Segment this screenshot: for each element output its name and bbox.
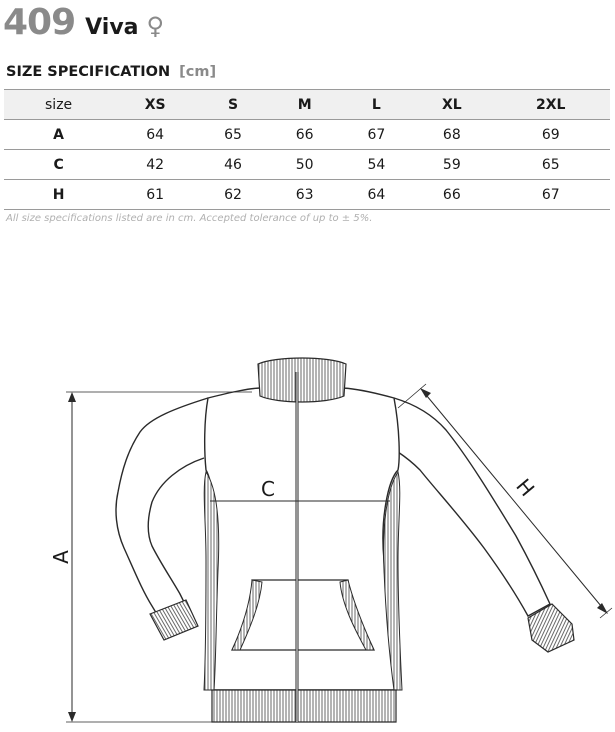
table-row: [4, 120, 610, 150]
table-cell: 68: [442, 126, 461, 143]
table-cell: 63: [295, 186, 314, 203]
row-label: C: [53, 156, 64, 173]
jacket-diagram: [0, 340, 615, 732]
table-cell: 69: [541, 126, 560, 143]
table-cell: 67: [541, 186, 560, 203]
column-header-m: M: [269, 90, 341, 120]
row-label: H: [52, 186, 65, 203]
size-table-header: [4, 90, 610, 120]
column-header-2xl: 2XL: [491, 90, 610, 120]
table-cell: 65: [541, 156, 560, 173]
product-header: [3, 2, 164, 46]
dimension-a-arrow-bottom: [68, 712, 76, 722]
table-cell: 62: [224, 186, 242, 203]
dimension-h-arrow-top: [420, 388, 431, 398]
right-sleeve: [394, 398, 550, 616]
table-cell: 54: [367, 156, 386, 173]
size-spec-unit: [cm]: [179, 64, 217, 80]
female-icon: ♀: [146, 12, 165, 40]
size-spec-title: [6, 64, 216, 80]
tolerance-note: All size specifications listed are in cm. Accepted tolerance of up to ± 5%.: [6, 213, 373, 224]
table-cell: 61: [146, 186, 165, 203]
dimension-h-label: H: [511, 474, 540, 501]
table-row: [4, 150, 610, 180]
column-header-l: L: [341, 90, 413, 120]
size-table: [4, 89, 610, 210]
collar: [258, 358, 346, 402]
dimension-a-arrow-top: [68, 392, 76, 402]
product-name: Viva: [85, 15, 139, 40]
table-cell: 66: [295, 126, 314, 143]
column-header-xs: XS: [113, 90, 197, 120]
column-header-xl: XL: [412, 90, 491, 120]
dimension-h-arrow-bottom: [597, 603, 608, 614]
table-cell: 64: [367, 186, 386, 203]
hem-band: [212, 690, 396, 722]
dimension-a-label: A: [49, 550, 73, 564]
table-cell: 67: [367, 126, 386, 143]
product-code: 409: [3, 2, 76, 43]
table-cell: 42: [146, 156, 165, 173]
left-sleeve: [116, 398, 208, 616]
table-cell: 46: [224, 156, 242, 173]
table-cell: 50: [295, 156, 314, 173]
column-header-size: size: [4, 90, 113, 120]
table-cell: 65: [224, 126, 242, 143]
size-spec-heading: SIZE SPECIFICATION: [6, 64, 171, 80]
table-row: [4, 180, 610, 210]
table-cell: 66: [442, 186, 461, 203]
table-cell: 59: [442, 156, 461, 173]
dimension-c-label: C: [261, 477, 275, 501]
table-cell: 64: [146, 126, 165, 143]
row-label: A: [53, 126, 65, 143]
column-header-s: S: [197, 90, 269, 120]
